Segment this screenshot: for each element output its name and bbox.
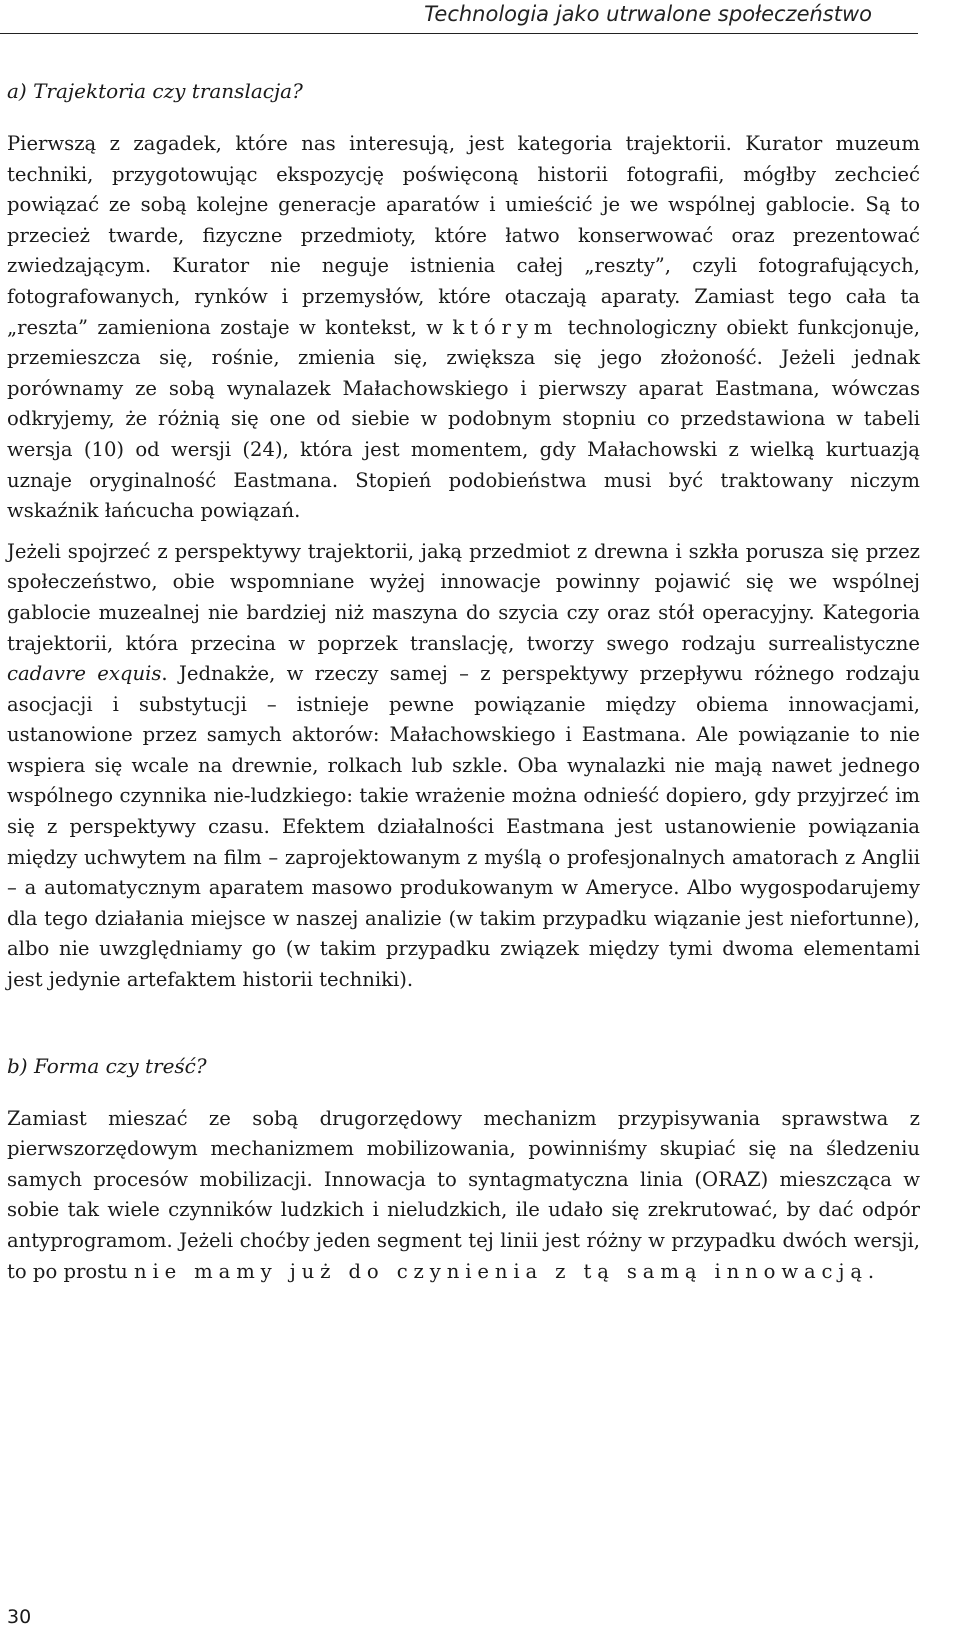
paragraph [7,1104,920,1288]
italic-phrase: cadavre exquis [7,662,162,686]
section-heading-a: a) Trajektoria czy translacja? [7,79,303,103]
paragraph-text: Jeżeli spojrzeć z perspektywy trajektorii, jaką przedmiot z drewna i szkła porusza się przez społeczeństwo, obie wspomniane wyżej innowacje powinny pojawić się we wspólnej gablocie muzealnej nie bardziej niż maszyna do szycia czy oraz stół operacyjny. Kategoria trajektorii, która przecina w poprzek translację, tworzy swego rodzaju surrealistyczne [7,539,920,655]
running-title: Technologia jako utrwalone społeczeństwo [424,2,872,26]
page-number: 30 [7,1606,32,1628]
paragraph-text: Zamiast mieszać ze sobą drugorzędowy mechanizm przypisywania sprawstwa z pierwszorzędowym mechanizmem mobilizowania, powinniśmy skupiać się na śledzeniu samych procesów mobilizacji. Innowacja to syntagmatyczna linia (ORAZ) mieszcząca w sobie tak wiele czynników ludzkich i nieludzkich, ile udało się zrekrutować, by dać odpór antyprogramom. Jeżeli choćby jeden segment tej linii jest różny w przypadku dwóch wersji, to po prostu [7,1106,920,1283]
page-content [7,73,920,1287]
section-heading-b: b) Forma czy treść? [7,1053,207,1078]
paragraph [7,129,920,527]
emphasized-text: nie mamy już do czynienia z tą samą innowacją. [133,1259,881,1283]
paragraph-text: . Jednakże, w rzeczy samej – z perspektywy przepływu różnego rodzaju asocjacji i substytucji – istnieje pewne powiązanie między obiema innowacjami, ustanowione przez samych aktorów: Małachowskiego i Eastmana. Ale powiązanie to nie wspiera się wcale na drewnie, rolkach lub szkle. Oba wynalazki nie mają nawet jednego wspólnego czynnika nie-ludzkiego: takie wrażenie można odnieść dopiero, gdy przyjrzeć im się z perspektywy czasu. Efektem działalności Eastmana jest ustanowienie powiązania między uchwytem na film – zaprojektowanym z myślą o profesjonalnych amatorach z Anglii – a automatycznym aparatem masowo produkowanym w Ameryce. Albo wygospodarujemy dla tego działania miejsce w naszej analizie (w takim przypadku wiązanie jest niefortunne), albo nie uwzględniamy go (w takim przypadku związek między tymi dwoma elementami jest jedynie artefaktem historii techniki). [7,662,920,992]
paragraph-text: Pierwszą z zagadek, które nas interesują, jest kategoria trajektorii. Kurator muzeum techniki, przygotowując ekspozycję poświęconą historii fotografii, mógłby zechcieć powiązać ze sobą kolejne generacje aparatów i umieścić je we wspólnej gablocie. Są to przecież twarde, fizyczne przedmioty, które łatwo konserwować oraz prezentować zwiedzającym. Kurator nie neguje istnienia całej „reszty”, czyli fotografujących, fotografowanych, rynków i przemysłów, które otaczają aparaty. Zamiast tego cała ta „reszta” zamieniona zostaje w kontekst, w [7,132,920,339]
paragraph-text: technologiczny obiekt funkcjonuje, przemieszcza się, rośnie, zmienia się, zwiększa się jego złożoność. Jeżeli jednak porównamy ze sobą wynalazek Małachowskiego i pierwszy aparat Eastmana, wówczas odkryjemy, że różnią się one od siebie w podobnym stopniu co przedstawiona w tabeli wersja (10) od wersji (24), która jest momentem, gdy Małachowski z wielką kurtuazją uznaje oryginalność Eastmana. Stopień podobieństwa musi być traktowany niczym wskaźnik łańcucha powiązań. [7,315,920,523]
page-header [0,0,918,34]
paragraph [7,537,920,996]
emphasized-text: którym [452,315,559,339]
